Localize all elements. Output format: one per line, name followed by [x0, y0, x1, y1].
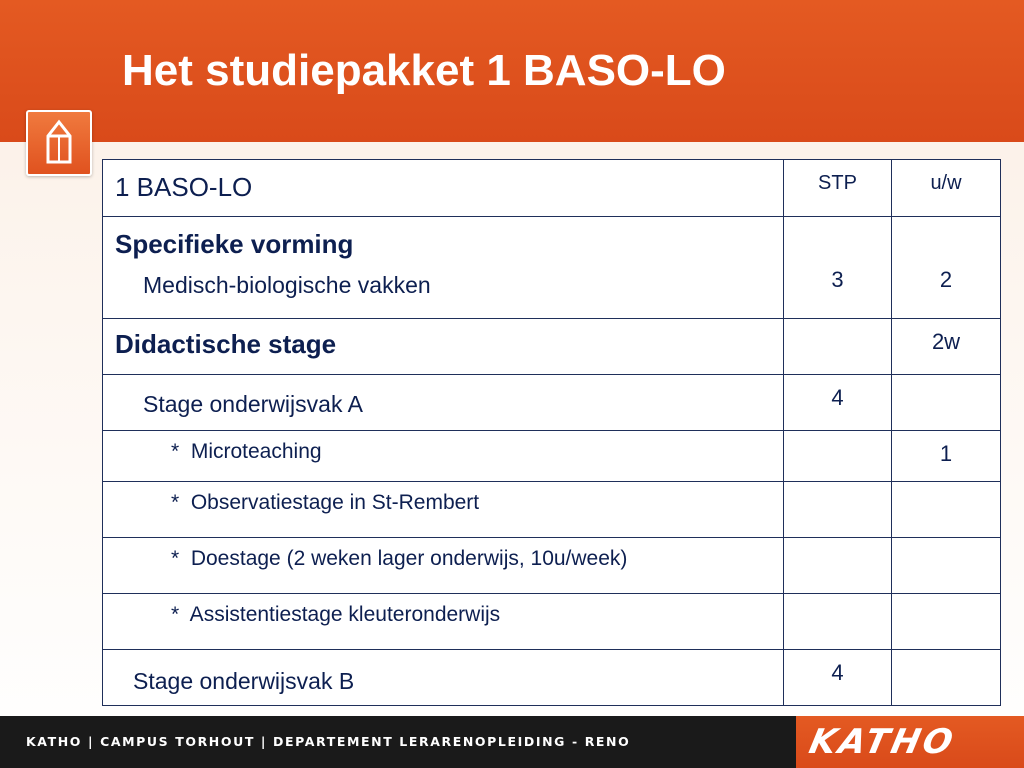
row-label: * Microteaching: [171, 440, 322, 463]
uw-value: [892, 538, 1000, 548]
table-row: [103, 594, 1001, 650]
row-label-cell: [103, 482, 784, 538]
uw-value: 1: [939, 441, 953, 466]
column-header-stp: STP: [818, 172, 857, 194]
row-label: * Assistentiestage kleuteronderwijs: [171, 603, 501, 626]
slide-title: Het studiepakket 1 BASO-LO: [122, 46, 726, 95]
row-stp-cell: [784, 482, 892, 538]
stp-value: [784, 319, 891, 329]
pencil-icon: [26, 110, 92, 176]
row-label: * Observatiestage in St-Rembert: [171, 491, 480, 514]
table-header-label: 1 BASO-LO: [115, 172, 253, 202]
slide-footer: [0, 716, 1024, 768]
uw-value: [892, 650, 1000, 660]
row-label-cell: [103, 538, 784, 594]
table-header-uw-cell: [892, 160, 1001, 217]
stp-value: 4: [831, 660, 844, 685]
uw-value: [892, 375, 1000, 385]
table-row: [103, 650, 1001, 706]
stp-value: 3: [831, 267, 844, 292]
row-label-cell: [103, 650, 784, 706]
row-uw-cell: [892, 217, 1001, 319]
table-row: [103, 482, 1001, 538]
uw-value: [892, 594, 1000, 604]
table-row: [103, 538, 1001, 594]
row-stp-cell: [784, 375, 892, 431]
table-row: [103, 319, 1001, 375]
brand-logo: [796, 716, 1024, 768]
row-stp-cell: [784, 217, 892, 319]
table-row: [103, 431, 1001, 482]
row-label: Stage onderwijsvak A: [143, 391, 363, 417]
row-uw-cell: [892, 375, 1001, 431]
footer-text: KATHO | CAMPUS TORHOUT | DEPARTEMENT LERARENOPLEIDING - RENO: [26, 734, 631, 749]
row-stp-cell: [784, 650, 892, 706]
stp-value: [784, 431, 891, 441]
row-label-cell: [103, 217, 784, 319]
uw-value: 2w: [931, 329, 961, 354]
row-label-cell: [103, 431, 784, 482]
section-heading: Specifieke vorming: [115, 229, 354, 259]
brand-name: KATHO: [805, 722, 960, 762]
study-table: [102, 159, 1001, 706]
row-uw-cell: [892, 538, 1001, 594]
row-uw-cell: [892, 650, 1001, 706]
row-sublabel: Medisch-biologische vakken: [143, 272, 431, 298]
section-heading: Didactische stage: [115, 329, 337, 359]
row-stp-cell: [784, 538, 892, 594]
row-stp-cell: [784, 431, 892, 482]
row-uw-cell: [892, 431, 1001, 482]
stp-value: [784, 482, 891, 492]
table-row: [103, 375, 1001, 431]
row-label-cell: [103, 594, 784, 650]
uw-value: 2: [939, 267, 953, 292]
slide-header: [0, 0, 1024, 142]
row-label: Stage onderwijsvak B: [133, 668, 355, 694]
row-uw-cell: [892, 319, 1001, 375]
row-uw-cell: [892, 482, 1001, 538]
row-stp-cell: [784, 594, 892, 650]
stp-value: [784, 538, 891, 548]
column-header-uw: u/w: [930, 172, 962, 194]
stp-value: [784, 594, 891, 604]
row-label-cell: [103, 375, 784, 431]
stp-value: 4: [831, 385, 844, 410]
table-header-row: [103, 160, 1001, 217]
row-stp-cell: [784, 319, 892, 375]
uw-value: [892, 482, 1000, 492]
row-label-cell: [103, 319, 784, 375]
table-header-label-cell: [103, 160, 784, 217]
row-label: * Doestage (2 weken lager onderwijs, 10u/week): [171, 547, 628, 570]
table-row: [103, 217, 1001, 319]
row-uw-cell: [892, 594, 1001, 650]
table-header-stp-cell: [784, 160, 892, 217]
